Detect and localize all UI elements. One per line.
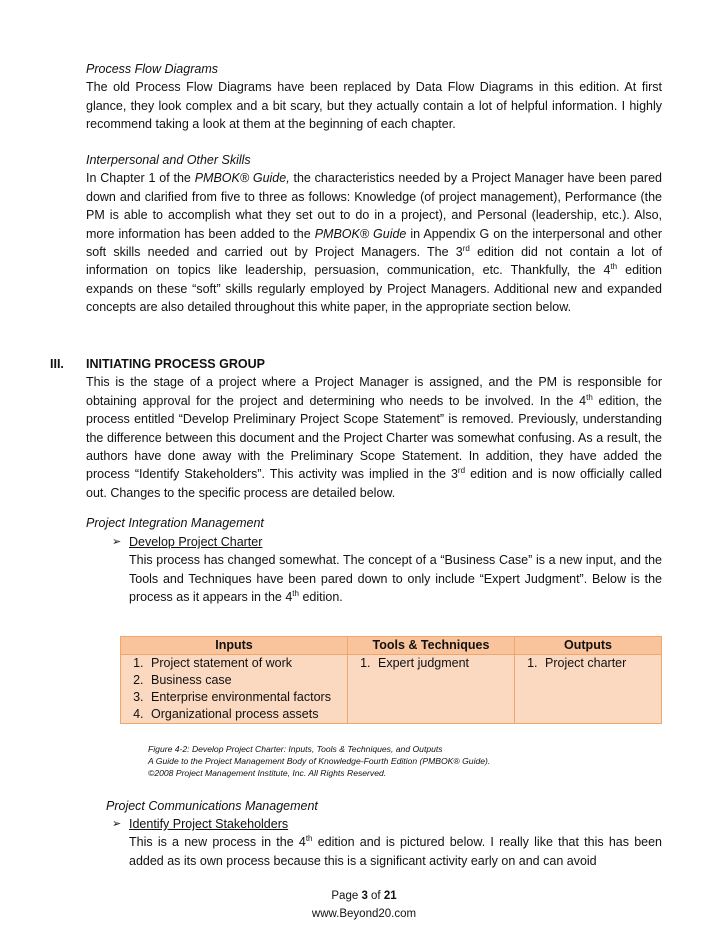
initiating-process-group-body: This is the stage of a project where a Project Manager is assigned, and the PM is responsible for obtaining approval for the project and determining who needs to be involved. In the 4th edition, the process entitled “Develop Preliminary Project Scope Statement” is removed. Previously, understanding the difference between this document and the Project Charter was somewhat confusing. As a result, the authors have done away with the Preliminary Scope Statement. In addition, they have added the process “Identify Stakeholders”. This activity was implied in the 3rd edition and is now officially called out. Changes to the specific process are detailed below. <box>86 375 662 500</box>
interpersonal-skills-section <box>86 151 662 317</box>
section-number: III. <box>50 357 64 371</box>
develop-project-charter-title: Develop Project Charter <box>129 535 263 549</box>
arrow-bullet-icon: ➢ <box>112 818 122 830</box>
interpersonal-skills-heading: Interpersonal and Other Skills <box>86 153 251 167</box>
develop-project-charter-table <box>120 636 662 724</box>
tools-header: Tools & Techniques <box>348 637 515 655</box>
initiating-process-group-heading: INITIATING PROCESS GROUP <box>86 357 265 371</box>
list-item: 1. Project charter <box>541 655 657 672</box>
inputs-header: Inputs <box>121 637 348 655</box>
project-communications-management-heading: Project Communications Management <box>106 799 318 813</box>
outputs-cell <box>515 655 662 724</box>
identify-stakeholders-body: This is a new process in the 4th edition and is pictured below. I really like that this has been added as its own process because this is a significant activity early on and can avoid <box>129 834 663 868</box>
interpersonal-skills-body: In Chapter 1 of the PMBOK® Guide, the characteristics needed by a Project Manager have been pared down and clarified from five to three as follows: Knowledge (of project management), Performance (the PM is able to accomplish what they set out to do in a project), and Personal (leadership, etc.). Also, more information has been added to the PMBOK® Guide in Appendix G on the interpersonal and other soft skills needed and carried out by Project Managers. The 3rd edition did not contain a lot of information on topics like leadership, persuasion, communication, etc. Thankfully, the 4th edition expands on these “soft” skills regularly employed by Project Managers. Additional new and expanded concepts are also detailed throughout this white paper, in the appropriate section below. <box>86 171 663 315</box>
project-integration-management-heading: Project Integration Management <box>86 516 264 530</box>
identify-stakeholders-item <box>129 815 662 870</box>
list-item: 4. Organizational process assets <box>147 706 343 723</box>
table-header-row <box>121 637 662 655</box>
identify-stakeholders-title: Identify Project Stakeholders <box>129 817 289 831</box>
figure-caption: Figure 4-2: Develop Project Charter: Inputs, Tools & Techniques, and Outputs A Guide to the Project Management Body of Knowledge-Fourth Edition (PMBOK® Guide). ©2008 Project Management Institute, Inc. All Rights Reserved. <box>148 744 491 778</box>
tools-cell <box>348 655 515 724</box>
process-flow-diagrams-heading: Process Flow Diagrams <box>86 62 218 76</box>
develop-project-charter-body: This process has changed somewhat. The concept of a “Business Case” is a new input, and the Tools and Techniques have been pared down to only include “Expert Judgment”. Below is the process as it appears in the 4th edition. <box>129 553 662 605</box>
list-item: 2. Business case <box>147 672 343 689</box>
list-item: 3. Enterprise environmental factors <box>147 689 343 706</box>
initiating-process-group-section <box>86 355 662 502</box>
website-footer: www.Beyond20.com <box>311 908 417 920</box>
process-flow-diagrams-body: The old Process Flow Diagrams have been replaced by Data Flow Diagrams in this edition. At first glance, they look complex and a bit scary, but they actually contain a lot of helpful information. I highly recommend taking a look at them at the beginning of each chapter. <box>86 80 662 132</box>
inputs-cell <box>121 655 348 724</box>
page-number: Page 3 of 21 <box>331 890 397 902</box>
arrow-bullet-icon: ➢ <box>112 536 122 548</box>
table-row <box>121 655 662 724</box>
list-item: 1. Project statement of work <box>147 655 343 672</box>
develop-project-charter-item <box>129 533 662 607</box>
process-flow-diagrams-section <box>86 60 662 134</box>
outputs-header: Outputs <box>515 637 662 655</box>
list-item: 1. Expert judgment <box>374 655 510 672</box>
